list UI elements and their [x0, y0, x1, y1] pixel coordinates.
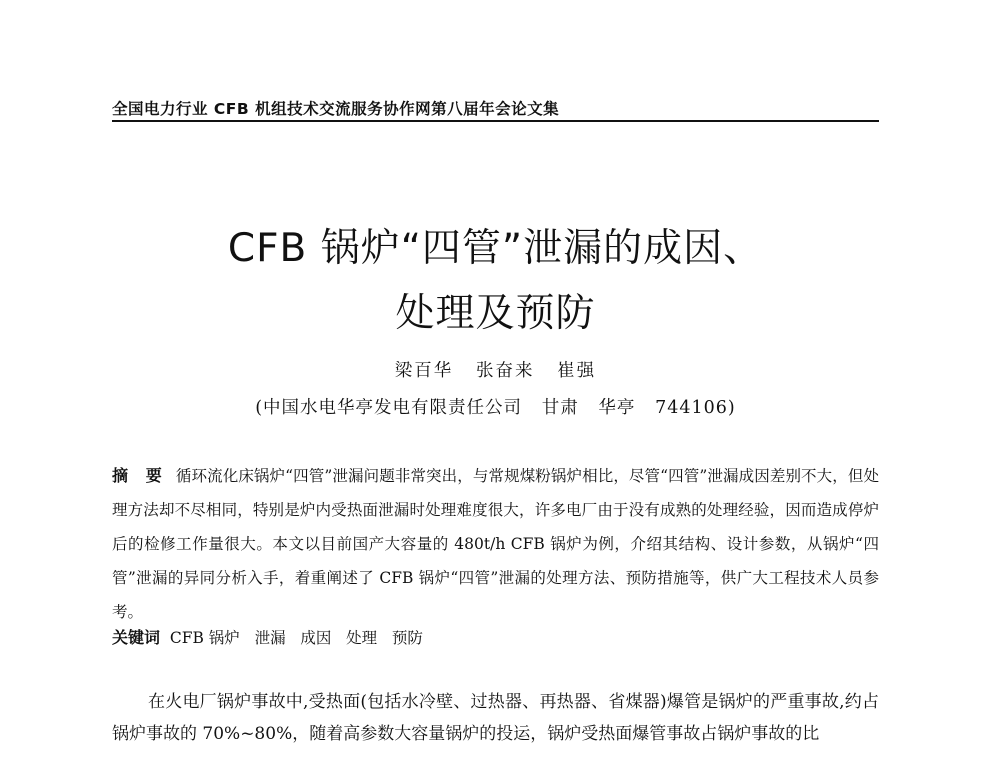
keywords: [112, 625, 879, 648]
abstract-label: 摘 要: [112, 466, 168, 485]
keywords-text: CFB 锅炉 泄漏 成因 处理 预防: [160, 629, 423, 647]
keywords-label: 关键词: [112, 628, 161, 647]
affiliation: (中国水电华亭发电有限责任公司 甘肃 华亭 744106): [255, 398, 736, 418]
running-header: 全国电力行业 CFB 机组技术交流服务协作网第八届年会论文集: [112, 100, 560, 118]
header-rule: [112, 120, 879, 122]
abstract: [112, 459, 879, 629]
body-paragraph: 在火电厂锅炉事故中,受热面(包括水冷壁、过热器、再热器、省煤器)爆管是锅炉的严重事故,约占锅炉事故的 70%~80%，随着高参数大容量锅炉的投运，锅炉受热面爆管事故占锅炉事故的比: [112, 692, 879, 744]
paper-title-line-2: 处理及预防: [395, 291, 596, 336]
authors: 梁百华 张奋来 崔强: [394, 361, 597, 381]
paper-title-line-1: CFB 锅炉“四管”泄漏的成因、: [227, 226, 764, 271]
abstract-text: 循环流化床锅炉“四管”泄漏问题非常突出，与常规煤粉锅炉相比，尽管“四管”泄漏成因差别不大，但处理方法却不尽相同，特别是炉内受热面泄漏时处理难度很大，许多电厂由于没有成熟的处理经验，因而造成停炉后的检修工作量很大。本文以目前国产大容量的 480t/h CFB 锅炉为例，介绍其结构、设计参数，从锅炉“四管”泄漏的异同分析入手，着重阐述了 CFB 锅炉“四管”泄漏的处理方法、预防措施等，供广大工程技术人员参考。: [112, 467, 879, 621]
